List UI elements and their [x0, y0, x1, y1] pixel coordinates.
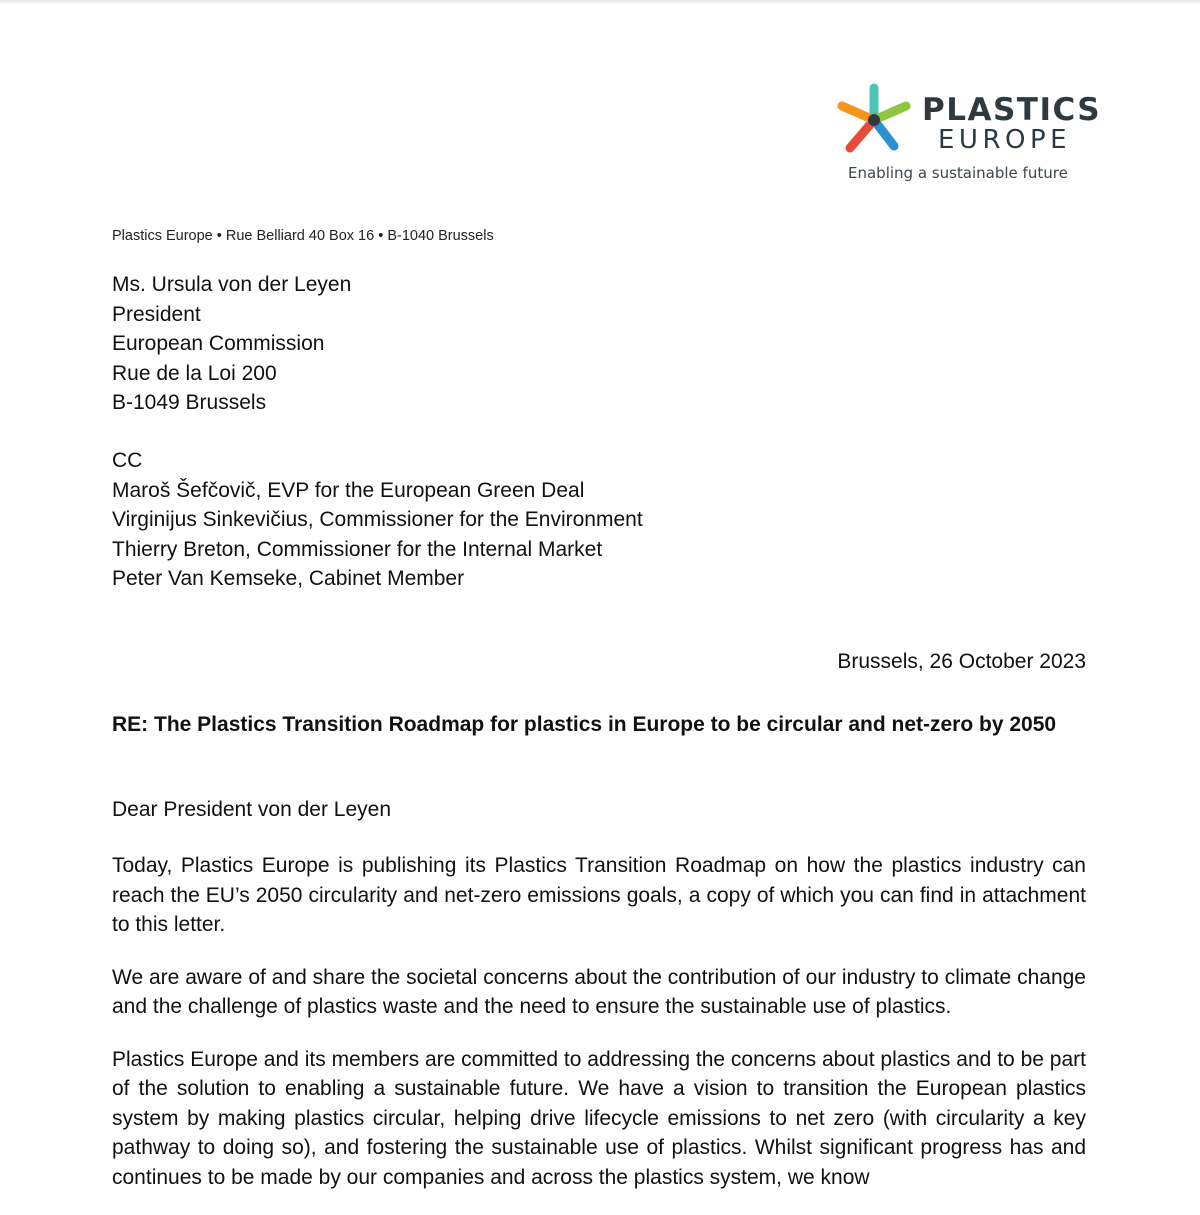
- cc-item: Virginijus Sinkevičius, Commissioner for the Environment: [112, 508, 643, 531]
- letter-subject: RE: The Plastics Transition Roadmap for plastics in Europe to be circular and net-zero by 2050: [112, 713, 1057, 736]
- cc-item: Maroš Šefčovič, EVP for the European Green Deal: [112, 478, 585, 502]
- recipient-name: Ms. Ursula von der Leyen: [112, 273, 352, 296]
- recipient-address: [112, 270, 351, 418]
- sender-address: Plastics Europe • Rue Belliard 40 Box 16 • B-1040 Brussels: [112, 228, 494, 244]
- recipient-street: Rue de la Loi 200: [112, 361, 277, 385]
- recipient-organisation: European Commission: [112, 332, 325, 355]
- body-paragraph: We are aware of and share the societal concerns about the contribution of our industry to climate change and the challenge of plastics waste and the need to ensure the sustainable use of plastics.: [112, 965, 1086, 1018]
- cc-list: [112, 446, 643, 594]
- letter-body: [112, 851, 1086, 1215]
- logo-word-plastics: PLASTICS: [922, 92, 1102, 128]
- cc-item: Peter Van Kemseke, Cabinet Member: [112, 567, 465, 590]
- plastics-europe-logo: [836, 80, 1102, 190]
- body-paragraph: Plastics Europe and its members are committed to addressing the concerns about plastics and to be part of the solution to enabling a sustainable future. We have a vision to transition the European plastics system by making plastics circular, helping drive lifecycle emissions to net zero (with circularity a key pathway to doing so), and fostering the sustainable use of plastics. Whilst significant progress has and continues to be made by our companies and across the plastics system, we know: [112, 1047, 1086, 1189]
- letter-date: Brussels, 26 October 2023: [837, 650, 1086, 673]
- cc-item: Thierry Breton, Commissioner for the Internal Market: [112, 537, 603, 561]
- logo-tagline: Enabling a sustainable future: [848, 164, 1068, 182]
- recipient-city: B-1049 Brussels: [112, 391, 267, 414]
- salutation: Dear President von der Leyen: [112, 798, 391, 821]
- body-paragraph: Today, Plastics Europe is publishing its Plastics Transition Roadmap on how the plastics industry can reach the EU’s 2050 circularity and net-zero emissions goals, a copy of which you can find in attachment to this letter.: [112, 854, 1086, 936]
- cc-heading: CC: [112, 449, 143, 472]
- page-top-edge: [0, 0, 1200, 5]
- logo-word-europe: EUROPE: [938, 125, 1072, 155]
- star-logo-icon: [836, 80, 916, 160]
- logo-center: [868, 114, 880, 126]
- recipient-title: President: [112, 302, 201, 326]
